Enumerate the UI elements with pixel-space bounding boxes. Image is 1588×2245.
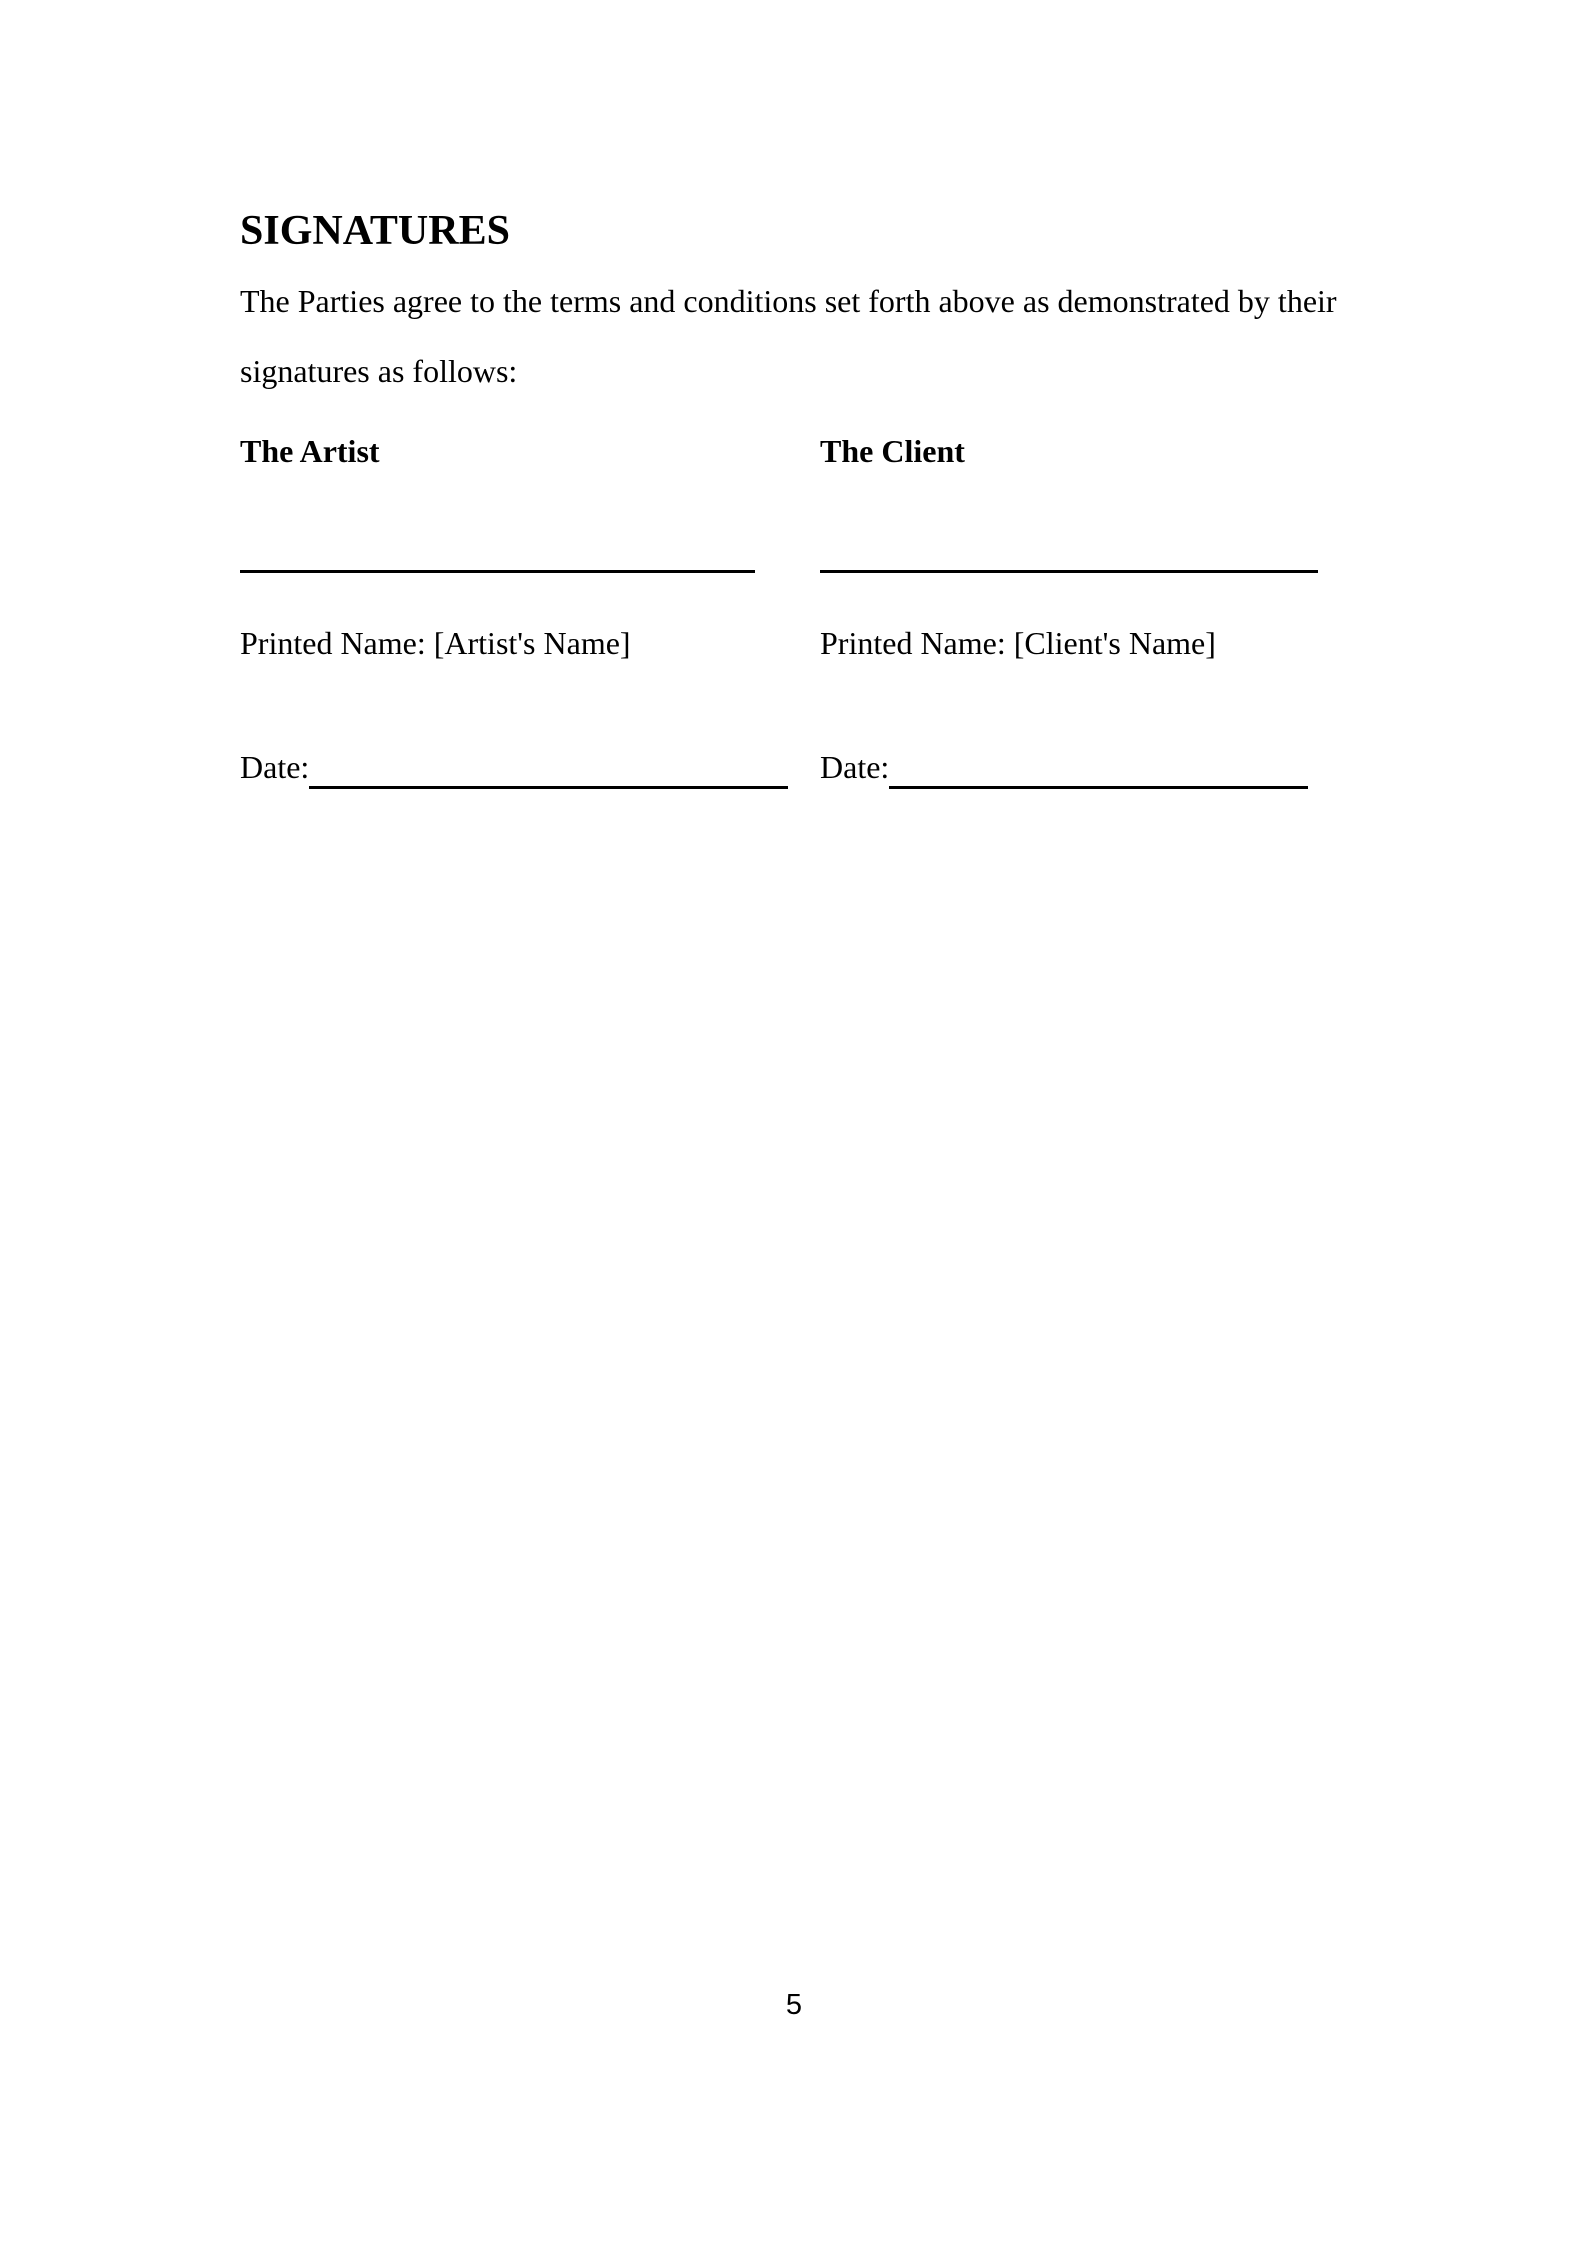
artist-column [240,416,820,802]
artist-date-row [240,732,788,802]
page-number: 5 [785,1989,803,2021]
client-title: The Client [820,433,965,469]
artist-printed-name: Printed Name: [Artist's Name] [240,625,631,661]
artist-date-line [309,732,788,789]
client-date-row [820,732,1308,802]
intro-paragraph: The Parties agree to the terms and conditions set forth above as demonstrated by their signatures as follows: [240,283,1337,389]
client-column [820,416,1350,802]
artist-title: The Artist [240,433,380,469]
client-signature-line [820,486,1318,573]
client-printed-name: Printed Name: [Client's Name] [820,625,1216,661]
artist-signature-line [240,486,755,573]
client-date-label: Date: [820,749,890,785]
signature-block [240,416,1350,802]
client-date-line [889,732,1308,789]
artist-date-label: Date: [240,749,310,785]
signatures-heading: SIGNATURES [240,208,510,254]
